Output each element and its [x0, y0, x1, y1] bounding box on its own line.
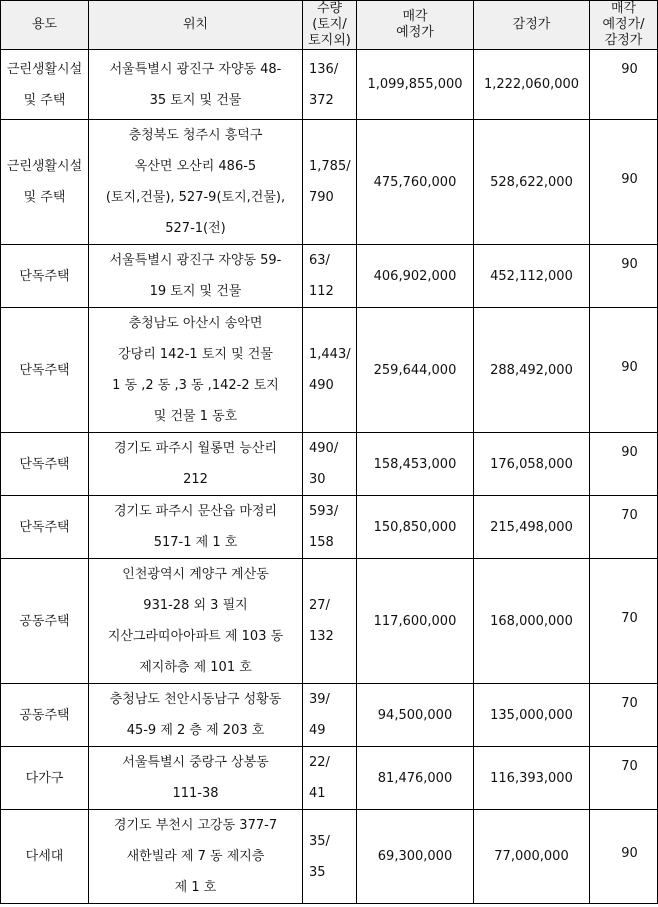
cell-location: 서울특별시 중랑구 상봉동 111-38	[89, 747, 303, 810]
table-row	[1, 684, 658, 747]
header-appraisal: 감정가	[474, 1, 590, 50]
cell-ratio: 70	[590, 684, 658, 747]
cell-quantity: 35/ 35	[303, 810, 357, 904]
cell-appraisal: 288,492,000	[474, 308, 590, 433]
cell-location: 경기도 부천시 고강동 377-7 새한빌라 제 7 동 제지층 제 1 호	[89, 810, 303, 904]
header-row	[1, 1, 658, 50]
cell-ratio: 90	[590, 433, 658, 496]
cell-location: 경기도 파주시 월롱면 능산리 212	[89, 433, 303, 496]
cell-location: 충청남도 아산시 송악면 강당리 142-1 토지 및 건물 1 동 ,2 동 ,3 동 ,142-2 토지 및 건물 1 동호	[89, 308, 303, 433]
cell-use: 근린생활시설 및 주택	[1, 120, 89, 245]
cell-quantity: 490/ 30	[303, 433, 357, 496]
table-row	[1, 747, 658, 810]
table-row	[1, 433, 658, 496]
cell-appraisal: 528,622,000	[474, 120, 590, 245]
cell-location: 충청북도 청주시 흥덕구 옥산면 오산리 486-5 (토지,건물), 527-9(토지,건물), 527-1(전)	[89, 120, 303, 245]
cell-quantity: 136/ 372	[303, 50, 357, 120]
cell-appraisal: 215,498,000	[474, 496, 590, 559]
cell-sale-price: 150,850,000	[357, 496, 474, 559]
cell-ratio: 90	[590, 308, 658, 433]
cell-use: 단독주택	[1, 496, 89, 559]
header-location: 위치	[89, 1, 303, 50]
table-row	[1, 308, 658, 433]
cell-use: 공동주택	[1, 684, 89, 747]
cell-use: 다가구	[1, 747, 89, 810]
cell-quantity: 22/ 41	[303, 747, 357, 810]
cell-sale-price: 1,099,855,000	[357, 50, 474, 120]
cell-use: 단독주택	[1, 245, 89, 308]
header-quantity: 수량 (토지/ 토지외)	[303, 1, 357, 50]
cell-ratio: 90	[590, 810, 658, 904]
cell-ratio: 70	[590, 559, 658, 684]
cell-sale-price: 406,902,000	[357, 245, 474, 308]
cell-ratio: 90	[590, 120, 658, 245]
cell-appraisal: 176,058,000	[474, 433, 590, 496]
header-ratio: 매각 예정가/ 감정가	[590, 1, 658, 50]
cell-use: 근린생활시설 및 주택	[1, 50, 89, 120]
cell-ratio: 70	[590, 496, 658, 559]
table-row	[1, 559, 658, 684]
cell-appraisal: 135,000,000	[474, 684, 590, 747]
cell-quantity: 1,785/ 790	[303, 120, 357, 245]
header-use: 용도	[1, 1, 89, 50]
cell-ratio: 90	[590, 245, 658, 308]
table-row	[1, 50, 658, 120]
cell-location: 인천광역시 계양구 계산동 931-28 외 3 필지 지산그라띠아아파트 제 103 동 제지하층 제 101 호	[89, 559, 303, 684]
cell-sale-price: 158,453,000	[357, 433, 474, 496]
cell-quantity: 27/ 132	[303, 559, 357, 684]
cell-use: 공동주택	[1, 559, 89, 684]
cell-location: 충청남도 천안시동남구 성황동 45-9 제 2 층 제 203 호	[89, 684, 303, 747]
header-sale-price: 매각 예정가	[357, 1, 474, 50]
cell-quantity: 63/ 112	[303, 245, 357, 308]
cell-sale-price: 69,300,000	[357, 810, 474, 904]
cell-appraisal: 77,000,000	[474, 810, 590, 904]
cell-sale-price: 94,500,000	[357, 684, 474, 747]
cell-appraisal: 452,112,000	[474, 245, 590, 308]
cell-appraisal: 1,222,060,000	[474, 50, 590, 120]
cell-sale-price: 475,760,000	[357, 120, 474, 245]
cell-quantity: 593/ 158	[303, 496, 357, 559]
table-row	[1, 496, 658, 559]
cell-appraisal: 168,000,000	[474, 559, 590, 684]
cell-sale-price: 117,600,000	[357, 559, 474, 684]
cell-location: 서울특별시 광진구 자양동 59- 19 토지 및 건물	[89, 245, 303, 308]
cell-appraisal: 116,393,000	[474, 747, 590, 810]
cell-quantity: 1,443/ 490	[303, 308, 357, 433]
cell-location: 서울특별시 광진구 자양동 48- 35 토지 및 건물	[89, 50, 303, 120]
cell-quantity: 39/ 49	[303, 684, 357, 747]
cell-use: 단독주택	[1, 308, 89, 433]
table-row	[1, 810, 658, 904]
cell-ratio: 90	[590, 50, 658, 120]
table-row	[1, 245, 658, 308]
cell-sale-price: 259,644,000	[357, 308, 474, 433]
cell-location: 경기도 파주시 문산읍 마정리 517-1 제 1 호	[89, 496, 303, 559]
cell-sale-price: 81,476,000	[357, 747, 474, 810]
cell-use: 단독주택	[1, 433, 89, 496]
table-row	[1, 120, 658, 245]
cell-ratio: 70	[590, 747, 658, 810]
cell-use: 다세대	[1, 810, 89, 904]
